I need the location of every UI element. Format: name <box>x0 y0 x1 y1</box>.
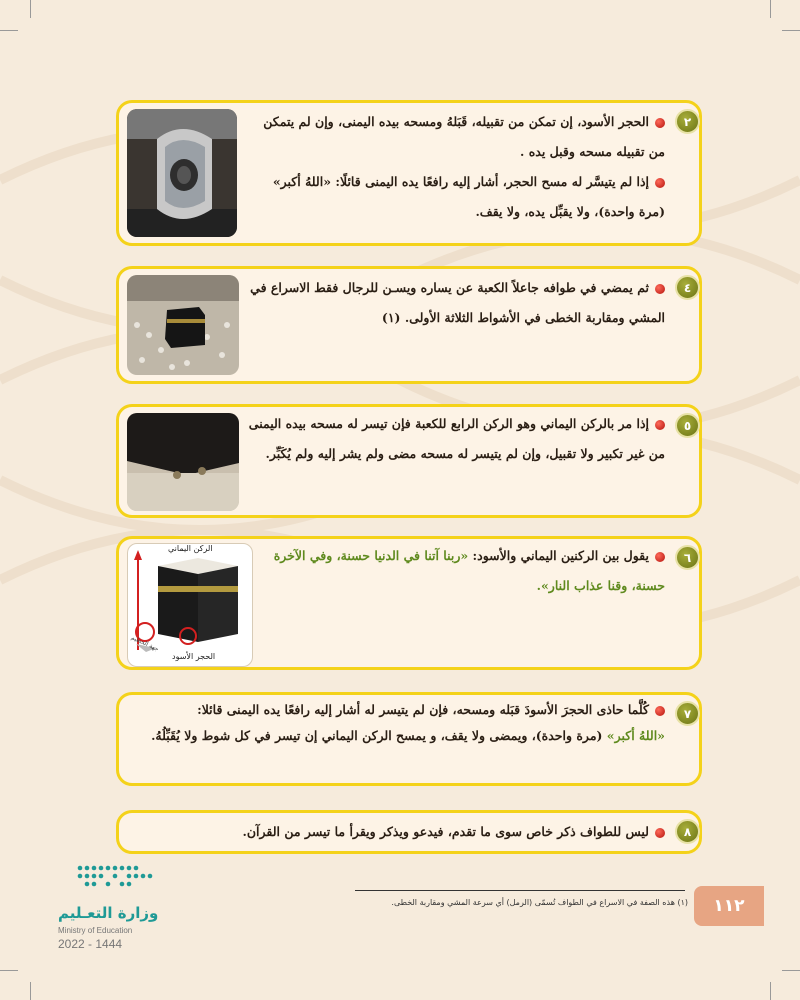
card-step-4 <box>116 266 702 384</box>
card-step-8 <box>116 810 702 854</box>
crop-mark <box>30 982 31 1000</box>
crop-mark <box>782 970 800 971</box>
crop-mark <box>30 0 31 18</box>
step-number-badge: ٧ <box>675 701 700 726</box>
bullet-icon <box>655 552 665 562</box>
card-step-2 <box>116 100 702 246</box>
step-number-badge: ٨ <box>675 819 700 844</box>
label-hateem: جهة الحطيم <box>129 634 160 653</box>
footnote-divider <box>355 890 685 891</box>
card-step-6 <box>116 536 702 670</box>
crop-mark <box>770 982 771 1000</box>
black-stone-photo <box>127 109 237 237</box>
bullet-icon <box>655 118 665 128</box>
bullet-icon <box>655 420 665 430</box>
yemeni-corner-photo <box>127 413 239 511</box>
step-number-badge: ٤ <box>675 275 700 300</box>
step-text: إذا مر بالركن اليماني وهو الركن الرابع للكعبة فإن تيسر له مسحه بيده اليمنى من غير تكبير ولا تقبيل، وإن لم يتيسر له مسحه مضى ولم يشر إليه ولم يُكَبِّر. <box>248 416 665 461</box>
crop-mark <box>782 30 800 31</box>
crop-mark <box>0 970 18 971</box>
ministry-name-arabic: وزارة التعـليم <box>58 904 159 922</box>
ministry-logo-mark <box>60 860 170 890</box>
card-step-5 <box>116 404 702 518</box>
label-black-stone: الحجر الأسود <box>172 652 216 661</box>
crop-mark <box>0 30 18 31</box>
bullet-icon <box>655 284 665 294</box>
step-text: يقول بين الركنين اليماني والأسود: «ربنا آتنا في الدنيا حسنة، وفي الآخرة حسنة، وقنا عذاب النار». <box>273 548 665 593</box>
bullet-icon <box>655 178 665 188</box>
edition-year: 2022 - 1444 <box>58 937 123 951</box>
step-text: الحجر الأسود، إن تمكن من تقبيله، قَبَلهُ ومسحه بيده اليمنى، وإن لم يتمكن من تقبيله مسحه وقبل يده . إذا لم يتيسَّر له مسح الحجر، أشار إليه رافعًا يده اليمنى قائلًا: «اللهُ أكبر» (مرة واحدة)، ولا يقبِّل يده، ولا يقف. <box>263 114 665 219</box>
bullet-icon <box>655 706 665 716</box>
page-number: ١١٢ <box>694 886 764 926</box>
step-text: ليس للطواف ذكر خاص سوى ما تقدم، فيدعو ويذكر ويقرأ ما تيسر من القرآن. <box>145 819 665 845</box>
ministry-name-english: Ministry of Education <box>58 926 133 935</box>
bullet-icon <box>655 828 665 838</box>
step-number-badge: ٥ <box>675 413 700 438</box>
step-text: كُلَّما حاذى الحجرَ الأسودَ قبَله ومسحه، فإن لم يتيسر له أشار إليه رافعًا يده اليمنى قائلا: «اللهُ أكبر» (مرة واحدة)، ويمضى ولا يقف، و يمسح الركن اليماني إن تيسر في كل شوط ولا يُقَبِّلُهُ. <box>151 702 665 743</box>
card-step-7 <box>116 692 702 786</box>
label-yemeni-corner: الركن اليماني <box>168 544 213 553</box>
step-number-badge: ٦ <box>675 545 700 570</box>
crop-mark <box>770 0 771 18</box>
step-text: ثم يمضي في طوافه جاعلاً الكعبة عن يساره ويسـن للرجال فقط الاسراع في المشي ومقاربة الخطى في الأشواط الثلاثة الأولى. (١) <box>250 280 665 325</box>
step-number-badge: ٢ <box>675 109 700 134</box>
kaaba-tawaf-photo <box>127 275 239 375</box>
kaaba-diagram <box>127 543 253 667</box>
footnote: (١) هذه الصفة في الاسراع في الطواف تُسمّى (الرمل) أي سرعة المشي ومقاربة الخطى. <box>391 898 688 907</box>
